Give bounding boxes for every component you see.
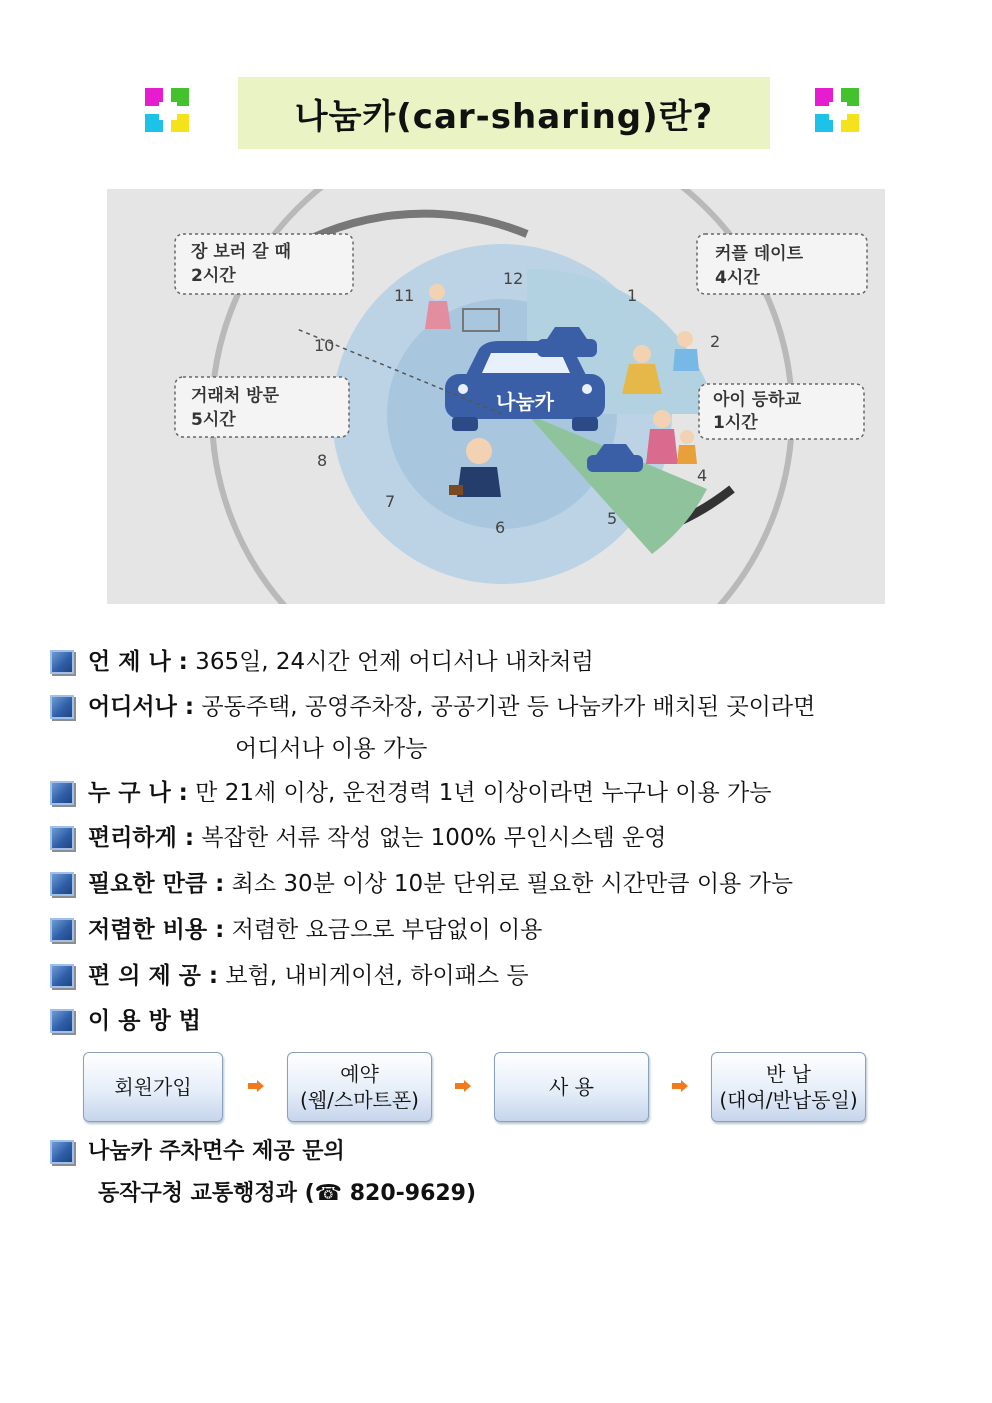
arrow-right-icon (672, 1080, 688, 1092)
car-label: 나눔카 (496, 390, 554, 414)
clock-number: 1 (627, 286, 638, 305)
callout-client-visit (175, 377, 349, 437)
bullet-icon (50, 1009, 74, 1033)
car-sharing-illustration (107, 189, 885, 604)
callout-school (699, 384, 864, 439)
flow-step-sublabel: (대여/반납동일) (719, 1088, 858, 1112)
svg-text:커플 데이트: 커플 데이트 (715, 244, 804, 264)
flow-step-reserve (287, 1052, 432, 1122)
logo-icon-left (145, 88, 191, 134)
item-label: 편 의 제 공 : (88, 963, 219, 989)
svg-text:2시간: 2시간 (191, 266, 236, 286)
page-title: 나눔카(car-sharing)란? (294, 96, 714, 137)
arrow-right-icon (248, 1080, 264, 1092)
flow-step-label: 반 납 (766, 1062, 811, 1086)
item-label: 어디서나 : (88, 694, 195, 720)
item-label: 편리하게 : (88, 825, 195, 851)
list-item-as-needed (50, 869, 793, 899)
clock-number: 6 (495, 518, 506, 537)
item-value-continued: 어디서나 이용 가능 (235, 736, 428, 762)
svg-text:거래처 방문: 거래처 방문 (191, 386, 280, 406)
item-value: 최소 30분 이상 10분 단위로 필요한 시간만큼 이용 가능 (224, 871, 794, 897)
svg-text:5시간: 5시간 (191, 410, 236, 430)
flow-step-sublabel: (웹/스마트폰) (300, 1088, 419, 1112)
contact-detail: 동작구청 교통행정과 (☎ 820-9629) (98, 1181, 477, 1206)
clock-number: 4 (697, 466, 708, 485)
clock-number: 12 (503, 269, 524, 288)
list-item-anyone (50, 778, 771, 808)
clock-number: 10 (314, 336, 335, 355)
item-value: 저렴한 요금으로 부담없이 이용 (224, 917, 543, 943)
svg-text:장 보러 갈 때: 장 보러 갈 때 (191, 242, 291, 262)
logo-icon-right (815, 88, 861, 134)
flow-step-label: 사 용 (549, 1075, 594, 1099)
contact-heading-row (50, 1137, 345, 1167)
bullet-icon (50, 964, 74, 988)
bullet-icon (50, 918, 74, 942)
bullet-icon (50, 650, 74, 674)
item-label: 이 용 방 법 (88, 1008, 201, 1034)
list-item-convenient (50, 823, 667, 853)
callout-shopping (175, 234, 353, 294)
contact-heading: 나눔카 주차면수 제공 문의 (88, 1139, 345, 1164)
flow-step-use (494, 1052, 649, 1122)
list-item-amenities (50, 961, 529, 991)
clock-number: 11 (394, 286, 415, 305)
bullet-icon (50, 695, 74, 719)
title-banner (238, 77, 770, 149)
flow-step-return (711, 1052, 866, 1122)
bullet-icon (50, 781, 74, 805)
item-value: 만 21세 이상, 운전경력 1년 이상이라면 누구나 이용 가능 (187, 780, 772, 806)
flow-step-label: 예약 (340, 1062, 379, 1086)
bullet-icon (50, 826, 74, 850)
list-item-anywhere (50, 692, 815, 722)
callout-date (697, 234, 867, 294)
svg-text:아이 등하교: 아이 등하교 (713, 390, 802, 410)
item-label: 누 구 나 : (88, 780, 188, 806)
arrow-right-icon (455, 1080, 471, 1092)
clock-number: 2 (710, 332, 721, 351)
item-value: 365일, 24시간 언제 어디서나 내차처럼 (187, 649, 594, 675)
bullet-icon (50, 872, 74, 896)
flow-step-signup (83, 1052, 223, 1122)
item-value: 공동주택, 공영주차장, 공공기관 등 나눔카가 배치된 곳이라면 (194, 694, 816, 720)
item-label: 저렴한 비용 : (88, 917, 225, 943)
item-value: 보험, 내비게이션, 하이패스 등 (218, 963, 529, 989)
list-item-anytime (50, 647, 594, 677)
clock-number: 5 (607, 509, 618, 528)
clock-number: 8 (317, 451, 328, 470)
list-item-low-cost (50, 915, 542, 945)
svg-text:1시간: 1시간 (713, 413, 758, 433)
flow-step-label: 회원가입 (114, 1075, 192, 1099)
item-label: 필요한 만큼 : (88, 871, 225, 897)
bullet-icon (50, 1140, 74, 1164)
list-item-how-to-use (50, 1006, 201, 1036)
svg-text:4시간: 4시간 (715, 268, 760, 288)
item-value: 복잡한 서류 작성 없는 100% 무인시스템 운영 (194, 825, 667, 851)
item-label: 언 제 나 : (88, 649, 188, 675)
clock-number: 7 (385, 492, 396, 511)
